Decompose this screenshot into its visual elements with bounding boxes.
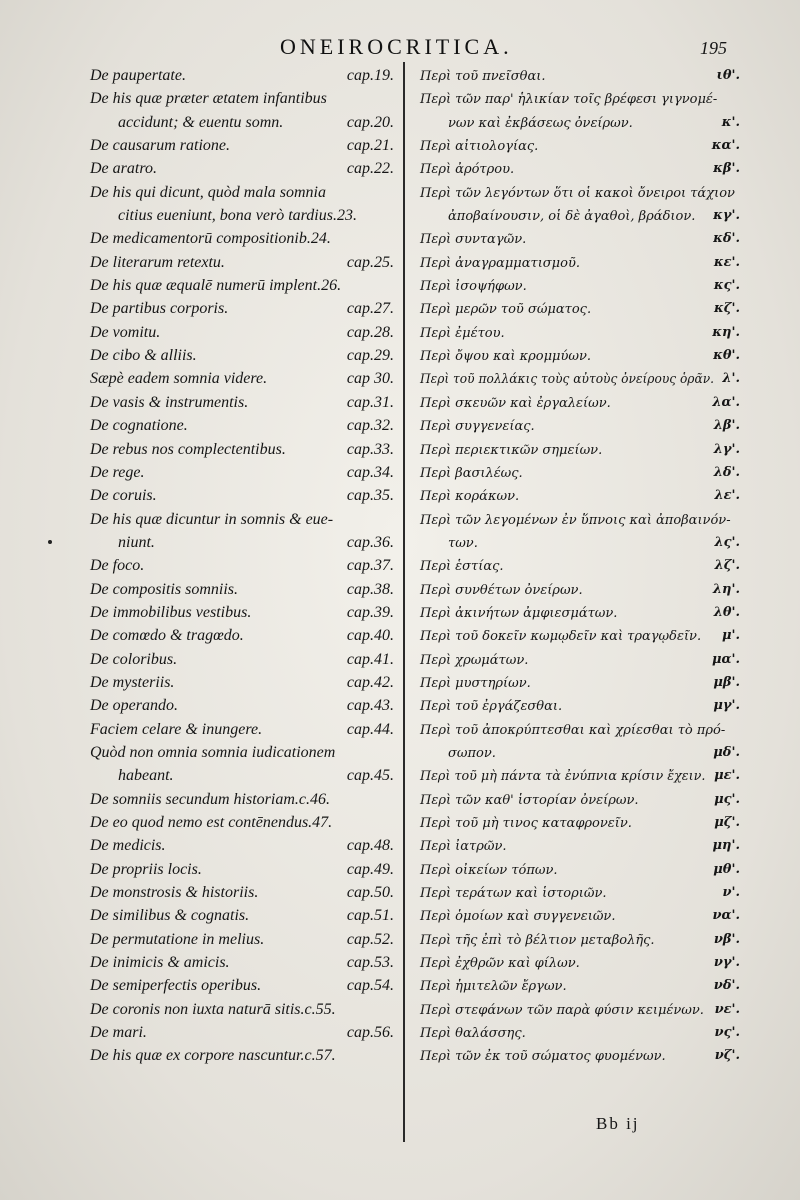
latin-entry [90, 718, 398, 741]
greek-entry-text: Περὶ ἰσοψήφων. [420, 279, 527, 295]
latin-entry [90, 297, 398, 320]
latin-entry-text: Faciem celare & inungere. [90, 720, 263, 738]
latin-entry-chapter-number: cap.50. [346, 884, 394, 902]
greek-entry-text: Περὶ ἀκινήτων ἀμφιεσμάτων. [420, 605, 618, 621]
latin-entry [90, 928, 398, 951]
latin-entry [90, 461, 398, 484]
greek-entry [420, 1044, 740, 1067]
latin-entry-text: De aratro. [90, 160, 157, 178]
greek-entry-text: Περὶ ὁμοίων καὶ συγγενειῶν. [420, 909, 616, 925]
latin-entry-text: De semiperfectis operibus. [90, 977, 262, 995]
greek-entry [420, 764, 740, 787]
latin-entry-chapter-number: cap.43. [346, 697, 394, 715]
greek-entry [420, 834, 740, 857]
greek-entry-chapter-number: κζ'. [714, 301, 740, 317]
greek-entry-text: Περὶ μυστηρίων. [420, 675, 531, 691]
latin-entry [90, 414, 398, 437]
greek-entry-chapter-number: μζ'. [714, 815, 740, 830]
greek-entry [420, 788, 740, 811]
greek-entry [420, 157, 740, 180]
latin-entry [90, 134, 398, 157]
latin-entry [90, 181, 398, 204]
greek-entry-chapter-number: μη'. [712, 838, 740, 854]
latin-entry [90, 578, 398, 601]
latin-entry [90, 1021, 398, 1044]
greek-entry-text: Περὶ ἀναγραμματισμοῦ. [420, 255, 580, 271]
greek-entry-text: Περὶ συνταγῶν. [420, 232, 527, 248]
greek-entry-text: Περὶ χρωμάτων. [420, 652, 529, 668]
greek-entry-text: σωπον. [448, 745, 496, 761]
greek-entry-text: Περὶ τῶν λεγομένων ἐν ὕπνοις καὶ ἀποβαινόν- [420, 512, 731, 528]
latin-contents-column [90, 64, 398, 1068]
greek-entry-text: Περὶ συγγενείας. [420, 419, 535, 435]
greek-entry-chapter-number: λς'. [714, 534, 740, 550]
latin-entry-chapter-number: cap.52. [346, 930, 394, 948]
latin-entry-text: De comœdo & tragœdo. [90, 627, 244, 645]
greek-entry-text: Περὶ ἐχθρῶν καὶ φίλων. [420, 956, 580, 972]
greek-entry [420, 484, 740, 507]
greek-entry-chapter-number: λζ'. [714, 558, 740, 574]
latin-entry-text: De paupertate. [90, 67, 186, 84]
latin-entry-chapter-number: cap.22. [346, 160, 394, 178]
latin-entry-chapter-number: cap.56. [346, 1024, 394, 1042]
greek-entry-chapter-number: νγ'. [713, 955, 740, 971]
latin-entry-text: citius eueniunt, bona verò tardius.23. [118, 207, 357, 225]
column-divider [403, 62, 405, 1142]
greek-entry-text: Περὶ τοῦ πνεῖσθαι. [420, 69, 546, 84]
latin-entry-chapter-number: cap.34. [346, 463, 394, 481]
latin-entry [90, 321, 398, 344]
latin-entry [90, 251, 398, 274]
greek-entry [420, 928, 740, 951]
latin-entry-text: De partibus corporis. [90, 300, 229, 318]
latin-entry-text: De eo quod nemo est contēnendus.47. [90, 814, 333, 831]
greek-entry-chapter-number: να'. [712, 908, 740, 924]
signature-mark: Bb ij [596, 1114, 640, 1133]
latin-entry-text: De his quæ ex corpore nascuntur.c.57. [90, 1047, 336, 1065]
greek-entry [420, 811, 740, 834]
latin-entry [90, 811, 398, 834]
greek-entry-chapter-number: ν'. [722, 885, 740, 901]
latin-entry-text: De foco. [90, 557, 145, 575]
greek-entry [420, 554, 740, 577]
greek-entry-chapter-number: ιθ'. [716, 68, 740, 83]
greek-entry [420, 204, 740, 227]
greek-entry [420, 624, 740, 647]
greek-entry [420, 438, 740, 461]
latin-entry [90, 998, 398, 1021]
greek-entry-chapter-number: κς'. [713, 278, 740, 294]
greek-entry-chapter-number: λη'. [712, 581, 740, 597]
greek-entry [420, 718, 740, 741]
latin-entry-chapter-number: cap.31. [346, 393, 394, 411]
latin-entry-text: De compositis somniis. [90, 580, 238, 598]
greek-entry [420, 87, 740, 110]
greek-entry-text: Περὶ τῶν παρ' ἡλικίαν τοῖς βρέφεσι γιγνομέ- [420, 92, 718, 108]
latin-entry-chapter-number: cap.48. [346, 837, 394, 855]
greek-entry [420, 741, 740, 764]
greek-entry-text: Περὶ οἰκείων τόπων. [420, 862, 558, 878]
greek-contents-column [420, 64, 740, 1068]
greek-entry-text: Περὶ συνθέτων ὀνείρων. [420, 582, 583, 598]
greek-entry-chapter-number: κη'. [712, 324, 740, 340]
greek-entry-text: Περὶ τοῦ δοκεῖν κωμῳδεῖν καὶ τραγῳδεῖν. [420, 629, 702, 645]
latin-entry-text: De propriis locis. [90, 860, 202, 878]
greek-entry-chapter-number: μ'. [721, 628, 740, 644]
greek-entry-text: Περὶ τῶν ἐκ τοῦ σώματος φυομένων. [420, 1049, 666, 1065]
greek-entry-chapter-number: λγ'. [713, 441, 740, 457]
latin-entry [90, 1044, 398, 1067]
latin-entry [90, 157, 398, 180]
latin-entry-chapter-number: cap.39. [346, 603, 394, 621]
latin-entry-text: De mysteriis. [90, 673, 175, 691]
greek-entry-chapter-number: νζ'. [714, 1048, 740, 1064]
greek-entry [420, 578, 740, 601]
latin-entry [90, 648, 398, 671]
latin-entry-text: De operando. [90, 697, 178, 715]
latin-entry-text: accidunt; & euentu somn. [118, 113, 284, 131]
latin-entry [90, 274, 398, 297]
greek-entry-text: Περὶ στεφάνων τῶν παρὰ φύσιν κειμένων. [420, 1002, 704, 1018]
latin-entry [90, 64, 398, 87]
latin-entry [90, 438, 398, 461]
greek-entry-chapter-number: λβ'. [713, 418, 740, 434]
latin-entry-text: De mari. [90, 1024, 147, 1042]
latin-entry-text: De coruis. [90, 487, 157, 505]
latin-entry [90, 484, 398, 507]
greek-entry-text: Περὶ τοῦ μὴ πάντα τὰ ἐνύπνια κρίσιν ἔχειν. [420, 769, 706, 785]
latin-entry-text: De immobilibus vestibus. [90, 603, 252, 621]
greek-entry-text: Περὶ τῆς ἐπὶ τὸ βέλτιον μεταβολῆς. [420, 932, 655, 948]
latin-entry-text: De permutatione in melius. [90, 930, 265, 948]
latin-entry [90, 204, 398, 227]
greek-entry-text: Περὶ τοῦ μὴ τινος καταφρονεῖν. [420, 816, 632, 831]
latin-entry [90, 741, 398, 764]
latin-entry [90, 624, 398, 647]
greek-entry-text: νων καὶ ἐκβάσεως ὀνείρων. [448, 115, 633, 131]
ink-blot [48, 540, 52, 544]
greek-entry-text: Περὶ ἡμιτελῶν ἔργων. [420, 979, 567, 995]
latin-entry [90, 227, 398, 250]
latin-entry [90, 671, 398, 694]
greek-entry-text: των. [448, 535, 478, 551]
latin-entry-text: De coronis non iuxta naturā sitis.c.55. [90, 1000, 336, 1018]
greek-entry-chapter-number: με'. [714, 768, 740, 784]
greek-entry [420, 648, 740, 671]
greek-entry [420, 321, 740, 344]
latin-entry-text: De cognatione. [90, 417, 188, 435]
greek-entry [420, 974, 740, 997]
greek-entry [420, 251, 740, 274]
greek-entry-text: Περὶ θαλάσσης. [420, 1026, 526, 1042]
latin-entry [90, 834, 398, 857]
greek-entry [420, 227, 740, 250]
latin-entry-chapter-number: cap 30. [346, 370, 394, 388]
greek-entry-text: Περὶ σκευῶν καὶ ἐργαλείων. [420, 395, 611, 411]
latin-entry-text: De coloribus. [90, 650, 178, 668]
greek-entry [420, 881, 740, 904]
latin-entry-chapter-number: cap.45. [346, 767, 394, 785]
latin-entry-chapter-number: cap.21. [346, 137, 394, 155]
greek-entry-chapter-number: λ'. [722, 371, 740, 387]
greek-entry-text: Περὶ τοῦ ἐργάζεσθαι. [420, 699, 563, 715]
greek-entry-chapter-number: λα'. [712, 394, 740, 410]
greek-entry-text: Περὶ τῶν καθ' ἱστορίαν ὀνείρων. [420, 792, 639, 808]
greek-entry-text: Περὶ ὄψου καὶ κρομμύων. [420, 349, 592, 365]
latin-entry-text: Sæpè eadem somnia videre. [90, 370, 268, 388]
latin-entry-text: De somniis secundum historiam.c.46. [90, 790, 330, 808]
greek-entry-chapter-number: νε'. [714, 1001, 740, 1017]
greek-entry [420, 904, 740, 927]
greek-entry [420, 64, 740, 87]
latin-entry-text: De similibus & cognatis. [90, 907, 250, 925]
greek-entry-text: Περὶ αἰτιολογίας. [420, 139, 539, 155]
greek-entry-text: Περὶ τῶν λεγόντων ὅτι οἱ κακοὶ ὄνειροι τάχιον [420, 185, 735, 201]
latin-entry-text: De vomitu. [90, 323, 161, 341]
greek-entry-chapter-number: κα'. [711, 138, 740, 154]
latin-entry [90, 87, 398, 110]
latin-entry-text: De his quæ præter ætatem infantibus [90, 90, 327, 108]
latin-entry-chapter-number: cap.33. [346, 440, 394, 458]
latin-entry [90, 367, 398, 390]
latin-entry-chapter-number: cap.44. [346, 720, 394, 738]
latin-entry [90, 694, 398, 717]
greek-entry-text: Περὶ τοῦ πολλάκις τοὺς αὐτοὺς ὀνείρους ὁρᾶν. [420, 372, 715, 388]
greek-entry-text: Περὶ βασιλέως. [420, 465, 523, 481]
greek-entry-text: Περὶ κοράκων. [420, 489, 520, 505]
latin-entry-chapter-number: cap.20. [346, 113, 394, 131]
greek-entry [420, 858, 740, 881]
greek-entry-text: Περὶ περιεκτικῶν σημείων. [420, 442, 603, 458]
greek-entry [420, 601, 740, 624]
greek-entry-chapter-number: λδ'. [713, 464, 740, 480]
latin-entry-text: De rege. [90, 463, 145, 481]
latin-entry-text: De his quæ æqualē numerū implent.26. [90, 277, 342, 295]
greek-entry-chapter-number: κγ'. [713, 208, 740, 224]
greek-entry [420, 274, 740, 297]
latin-entry-text: De inimicis & amicis. [90, 954, 230, 972]
greek-entry [420, 181, 740, 204]
latin-entry-chapter-number: cap.36. [346, 533, 394, 551]
latin-entry [90, 508, 398, 531]
greek-entry-chapter-number: λθ'. [713, 604, 740, 620]
latin-entry [90, 951, 398, 974]
greek-entry-chapter-number: κβ'. [713, 161, 740, 177]
latin-entry-text: De rebus nos complectentibus. [90, 440, 286, 458]
latin-entry-text: De literarum retextu. [90, 253, 225, 271]
latin-entry [90, 344, 398, 367]
greek-entry-text: Περὶ ἀρότρου. [420, 162, 515, 178]
greek-entry-chapter-number: λε'. [714, 488, 740, 504]
latin-entry-chapter-number: cap.38. [346, 580, 394, 598]
greek-entry [420, 111, 740, 134]
latin-entry-chapter-number: cap.25. [346, 253, 394, 271]
latin-entry-text: De vasis & instrumentis. [90, 393, 249, 411]
latin-entry [90, 788, 398, 811]
latin-entry-chapter-number: cap.37. [346, 557, 394, 575]
latin-entry-chapter-number: cap.40. [346, 627, 394, 645]
greek-entry-text: Περὶ ἰατρῶν. [420, 839, 507, 855]
greek-entry-chapter-number: κε'. [713, 254, 740, 270]
greek-entry [420, 414, 740, 437]
latin-entry-chapter-number: cap.51. [346, 907, 394, 925]
latin-entry [90, 904, 398, 927]
latin-entry [90, 881, 398, 904]
latin-entry-chapter-number: cap.27. [346, 300, 394, 318]
latin-entry-chapter-number: cap.42. [346, 673, 394, 691]
latin-entry-chapter-number: cap.19. [346, 67, 394, 84]
greek-entry-text: Περὶ ἐμέτου. [420, 325, 505, 341]
greek-entry-chapter-number: μβ'. [713, 674, 740, 690]
greek-entry [420, 508, 740, 531]
latin-entry-chapter-number: cap.28. [346, 323, 394, 341]
latin-entry-text: Quòd non omnia somnia iudicationem [90, 743, 336, 761]
latin-entry-chapter-number: cap.49. [346, 860, 394, 878]
greek-entry-text: Περὶ μερῶν τοῦ σώματος. [420, 302, 592, 318]
greek-entry-chapter-number: κδ'. [713, 231, 740, 247]
greek-entry [420, 297, 740, 320]
latin-entry-text: habeant. [118, 767, 174, 785]
latin-entry [90, 111, 398, 134]
latin-entry [90, 858, 398, 881]
latin-entry-text: De cibo & alliis. [90, 347, 197, 365]
latin-entry [90, 554, 398, 577]
latin-entry [90, 601, 398, 624]
greek-entry-text: ἀποβαίνουσιν, οἱ δὲ ἀγαθοὶ, βράδιον. [448, 209, 696, 225]
greek-entry [420, 367, 740, 390]
greek-entry-chapter-number: νβ'. [713, 931, 740, 947]
greek-entry [420, 1021, 740, 1044]
greek-entry [420, 344, 740, 367]
greek-entry-chapter-number: νδ'. [713, 978, 740, 994]
page-number: 195 [700, 38, 727, 58]
latin-entry-text: De his qui dicunt, quòd mala somnia [90, 183, 326, 201]
greek-entry-text: Περὶ τεράτων καὶ ἱστοριῶν. [420, 886, 607, 902]
greek-entry [420, 671, 740, 694]
latin-entry-text: De medicamentorū compositionib.24. [90, 230, 331, 248]
latin-entry [90, 391, 398, 414]
greek-entry-text: Περὶ ἑστίας. [420, 559, 504, 575]
latin-entry-chapter-number: cap.29. [346, 347, 394, 365]
latin-entry-text: De his quæ dicuntur in somnis & eue- [90, 510, 334, 528]
running-head: ONEIROCRITICA. [280, 34, 513, 59]
greek-entry [420, 694, 740, 717]
greek-entry-chapter-number: μα'. [711, 651, 740, 667]
latin-entry-chapter-number: cap.53. [346, 954, 394, 972]
greek-entry-chapter-number: μδ'. [713, 744, 740, 760]
latin-entry [90, 974, 398, 997]
greek-entry [420, 391, 740, 414]
greek-entry-chapter-number: κ'. [721, 114, 740, 130]
greek-entry [420, 461, 740, 484]
greek-entry [420, 531, 740, 554]
greek-entry-chapter-number: μς'. [714, 791, 740, 807]
latin-entry [90, 531, 398, 554]
latin-entry [90, 764, 398, 787]
latin-entry-text: niunt. [118, 533, 155, 551]
greek-entry-chapter-number: κθ'. [713, 348, 740, 364]
greek-entry-text: Περὶ τοῦ ἀποκρύπτεσθαι καὶ χρίεσθαι τὸ πρό- [420, 722, 726, 738]
latin-entry-text: De causarum ratione. [90, 137, 230, 155]
latin-entry-text: De monstrosis & historiis. [90, 884, 259, 902]
latin-entry-chapter-number: cap.54. [346, 977, 394, 995]
page-header [0, 32, 800, 62]
latin-entry-chapter-number: cap.35. [346, 487, 394, 505]
greek-entry-chapter-number: μγ'. [713, 698, 740, 714]
latin-entry-text: De medicis. [90, 837, 166, 855]
latin-entry-chapter-number: cap.41. [346, 650, 394, 668]
greek-entry-chapter-number: μθ'. [713, 861, 740, 877]
greek-entry [420, 998, 740, 1021]
latin-entry-chapter-number: cap.32. [346, 417, 394, 435]
greek-entry-chapter-number: νς'. [714, 1025, 740, 1041]
greek-entry [420, 134, 740, 157]
greek-entry [420, 951, 740, 974]
